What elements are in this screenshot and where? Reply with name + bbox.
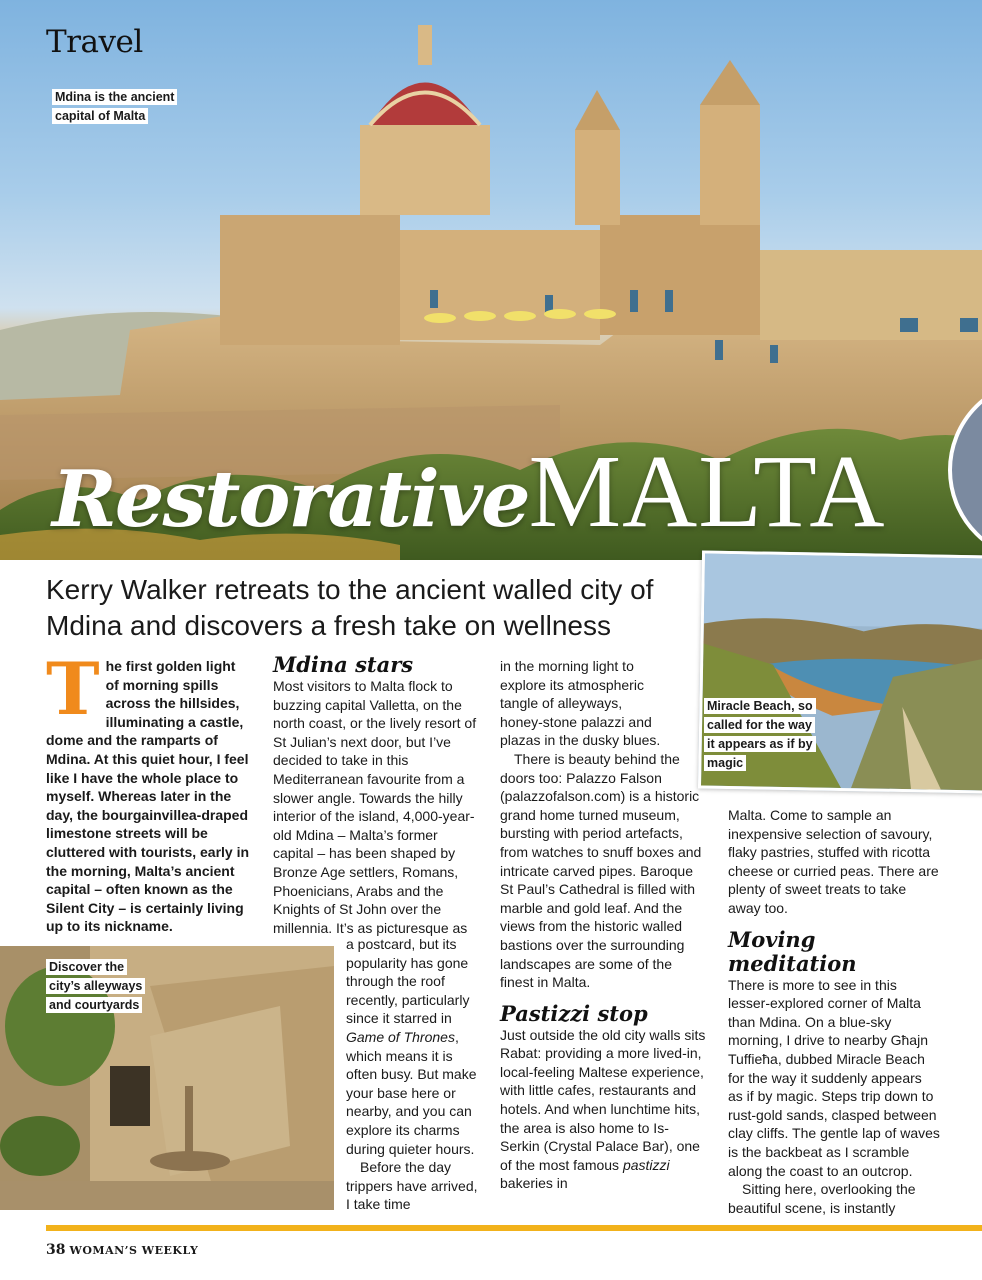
subhead-moving-meditation: Moving meditation bbox=[728, 926, 857, 976]
intro-text: he first golden light of morning spills across the hillsides, illuminating a castle, dome and the ramparts of Mdina. At this quiet hour, I feel like I have the whole place to myself. Whereas later in the day, the bourgainvillea-draped limestone streets will be cluttered with tourists, early in the morning, Malta’s ancient capital – often known as the Silent City – is certainly living up to its nickname. bbox=[46, 658, 250, 935]
column-4 bbox=[728, 806, 940, 1217]
section-label: Travel bbox=[46, 24, 143, 60]
column-3-paragraph-3: Just outside the old city walls sits Rabat: providing a more lived-in, local-feeling Maltese experience, with little cafes, restaurants and hotels. And when lunchtime hits, the area is also home to Is-Serkin (Crystal Palace Bar), one of the most famous pastizzi bakeries in bbox=[500, 1026, 706, 1192]
magazine-name: WOMAN’S WEEKLY bbox=[69, 1244, 199, 1257]
headline bbox=[52, 432, 886, 551]
column-2 bbox=[273, 653, 479, 937]
drop-cap: T bbox=[46, 646, 100, 731]
column-3-paragraph-2: There is beauty behind the doors too: Palazzo Falson (palazzofalson.com) is a historic grand home turned museum, bursting with period artefacts, from watches to snuff boxes and intricate carved pipes. Baroque St Paul’s Cathedral is filled with marble and gold leaf. And the views from the historic walled bastions over the surrounding landscapes are some of the finest in Malta. bbox=[500, 750, 702, 991]
column-2-paragraph-1b: a postcard, but its popularity has gone through the roof recently, particularly since it starred in Game of Thrones, which means it is often busy. But make your base here or nearby, and you can explore its charms during quieter hours. bbox=[346, 936, 477, 1157]
footer-rule bbox=[46, 1225, 982, 1231]
column-2-paragraph-1: Most visitors to Malta flock to buzzing capital Valletta, on the north coast, or the lively resort of St Julian’s next door, but I’ve decided to take in this Mediterranean favourite from a slower angle. Towards the hilly interior of the island, 4,000-year-old Mdina – Malta’s former capital – has been shaped by Bronze Age settlers, Romans, Phoenicians, Arabs and the Knights of St John over the millennia. It’s as picturesque as bbox=[273, 678, 477, 936]
column-4-paragraph-3: Sitting here, overlooking the beautiful scene, is instantly bbox=[728, 1181, 916, 1216]
folio bbox=[46, 1242, 198, 1258]
intro-column bbox=[46, 646, 252, 936]
courtyard-caption: Discover the city’s alleyways and courtyards bbox=[46, 958, 156, 1015]
column-3 bbox=[500, 657, 706, 1193]
column-4-paragraph-1: Malta. Come to sample an inexpensive selection of savoury, flaky pastries, stuffed with ricotta cheese or curried peas. There are plenty of sweet treats to take away too. bbox=[728, 807, 939, 916]
page-number: 38 bbox=[46, 1242, 66, 1258]
subhead-pastizzi-stop: Pastizzi stop bbox=[500, 1000, 648, 1026]
column-2-paragraph-2: Before the day trippers have arrived, I take time bbox=[346, 1159, 478, 1213]
column-2-lower bbox=[346, 935, 479, 1214]
standfirst: Kerry Walker retreats to the ancient walled city of Mdina and discovers a fresh take on wellness bbox=[46, 574, 654, 641]
headline-caps: MALTA bbox=[528, 434, 886, 549]
hero-caption: Mdina is the ancient capital of Malta bbox=[52, 88, 202, 126]
column-4-paragraph-2: There is more to see in this lesser-explored corner of Malta than Mdina. On a blue-sky morning, I drive to nearby Għajn Tuffieħa, dubbed Miracle Beach for the way it suddenly appears as if by magic. Steps trip down to rust-gold sands, clasped between clay cliffs. The gentle lap of waves is the backbeat as I scramble along the coast to an outcrop. bbox=[728, 976, 940, 1179]
beach-caption: Miracle Beach, so called for the way it appears as if by magic bbox=[704, 697, 814, 773]
subhead-mdina-stars: Mdina stars bbox=[273, 652, 414, 677]
column-3-paragraph-1: in the morning light to explore its atmospheric tangle of alleyways, honey-stone palazzi and plazas in the dusky blues. bbox=[500, 658, 661, 749]
headline-italic: Restorative bbox=[52, 454, 529, 545]
